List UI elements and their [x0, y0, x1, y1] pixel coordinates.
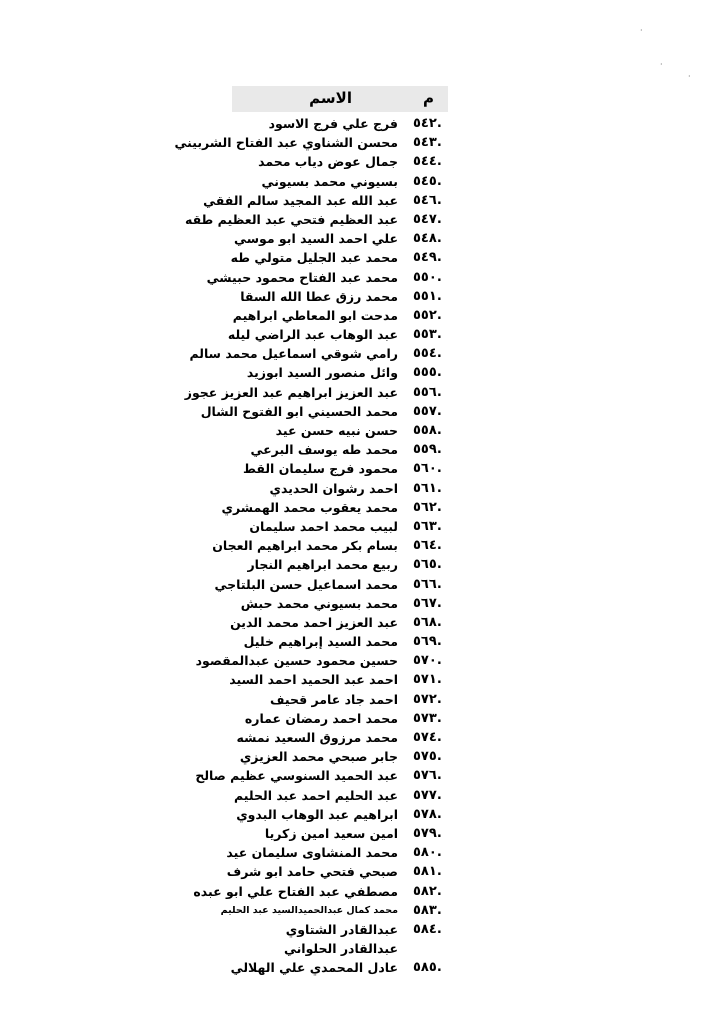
list-item [0, 287, 723, 306]
row-name: جابر صبحي محمد العزيزي [239, 749, 398, 765]
row-name: احمد جاد عامر قحيف [270, 691, 398, 707]
list-item [0, 575, 723, 594]
row-number: ٥٤٣. [413, 135, 442, 151]
row-number: ٥٨٠. [413, 845, 442, 861]
list-item [0, 498, 723, 517]
row-number: ٥٨٣. [413, 902, 442, 918]
list-item [0, 306, 723, 325]
row-name: لبيب محمد احمد سليمان [249, 518, 398, 534]
row-name: فرج علي فرج الاسود [268, 116, 398, 131]
header-number: م [423, 89, 434, 107]
row-name: جمال عوض دياب محمد [258, 154, 398, 170]
row-number: ٥٧٤. [413, 730, 442, 745]
continuation-name: عبدالقادر الحلواني [283, 941, 398, 957]
row-number: ٥٤٨. [413, 231, 442, 247]
row-name: محمد رزق عطا الله السقا [240, 288, 398, 304]
row-name: محمد احمد رمضان عماره [244, 710, 398, 726]
row-number: ٥٥٣. [413, 327, 442, 343]
list-item [0, 268, 723, 287]
row-number: ٥٧٩. [413, 825, 442, 841]
list-item [0, 172, 723, 191]
row-name: صبحي فتحي حامد ابو شرف [226, 864, 398, 880]
list-item [0, 805, 723, 824]
row-number: ٥٥٢. [413, 307, 442, 323]
list-item [0, 459, 723, 478]
list-item [0, 555, 723, 574]
list-item [0, 479, 723, 498]
list-item [0, 152, 723, 171]
row-number: ٥٧٦. [413, 768, 442, 784]
row-name: محمد بسيوني محمد حبش [240, 595, 398, 611]
list-item [0, 114, 723, 133]
list-item [0, 690, 723, 709]
row-name: عبد الحليم احمد عبد الحليم [233, 787, 398, 803]
row-name: بسيوني محمد بسيوني [261, 173, 398, 189]
row-name: محمد الحسيني ابو الفتوح الشال [200, 403, 398, 419]
row-number: ٥٦٠. [413, 461, 442, 477]
row-number: ٥٦٩. [413, 634, 442, 650]
list-item [0, 632, 723, 651]
row-number: ٥٨١. [413, 864, 442, 880]
row-name: محمد كمال عبدالحميدالسيد عبد الحليم [220, 904, 398, 916]
row-number: ٥٥٨. [413, 423, 442, 438]
row-number: ٥٥٠. [413, 269, 442, 285]
list-item [0, 344, 723, 363]
row-name: محمد يعقوب محمد الهمشري [221, 499, 398, 515]
list-item [0, 824, 723, 843]
list-item [0, 402, 723, 421]
names-list [0, 114, 723, 977]
row-name: رامي شوقي اسماعيل محمد سالم [189, 346, 398, 362]
list-item [0, 191, 723, 210]
row-name: عبد الله عبد المجيد سالم الفقي [203, 192, 398, 208]
row-number: ٥٨٤. [413, 921, 442, 937]
row-number: ٥٦٨. [413, 614, 442, 630]
list-item [0, 594, 723, 613]
list-item [0, 229, 723, 248]
row-name: محمود فرج سليمان القط [242, 461, 398, 477]
row-name: احمد عبد الحميد احمد السيد [229, 672, 398, 688]
list-item [0, 248, 723, 267]
row-name: عادل المحمدي علي الهلالي [230, 960, 398, 976]
scan-speck: · [660, 60, 663, 69]
list-item [0, 133, 723, 152]
list-item [0, 651, 723, 670]
row-number: ٥٦٤. [413, 538, 442, 554]
row-name: محمد اسماعيل حسن البلتاجي [214, 576, 398, 592]
list-item [0, 210, 723, 229]
row-name: ربيع محمد ابراهيم النجار [247, 557, 398, 573]
list-item [0, 901, 723, 920]
row-number: ٥٥١. [413, 288, 442, 304]
row-name: محمد مرزوق السعيد نمشه [236, 730, 398, 745]
row-number: ٥٦٦. [413, 576, 442, 592]
row-number: ٥٤٧. [413, 211, 442, 227]
row-number: ٥٨٢. [413, 883, 442, 899]
list-item [0, 920, 723, 939]
row-name: عبدالقادر الشتاوي [285, 921, 398, 937]
row-name: عبد العزيز ابراهيم عبد العزيز عجوز [184, 384, 398, 400]
list-item [0, 766, 723, 785]
row-name: عبد العزيز احمد محمد الدين [230, 614, 398, 630]
list-item [0, 363, 723, 382]
row-number: ٥٧٧. [413, 787, 442, 803]
row-name: عبد العظيم فتحي عبد العظيم طقه [184, 211, 398, 227]
row-name: مصطفي عبد الفتاح علي ابو عبده [193, 883, 398, 899]
row-name: مدحت ابو المعاطي ابراهيم [232, 307, 398, 323]
row-number: ٥٥٥. [413, 365, 442, 381]
table-header [232, 86, 448, 112]
row-name: عبد الوهاب عبد الراضي ليله [227, 327, 398, 343]
row-name: بسام بكر محمد ابراهيم العجان [212, 538, 398, 554]
row-number: ٥٦١. [413, 480, 442, 496]
row-number: ٥٥٩. [413, 442, 442, 458]
row-number: ٥٧٥. [413, 749, 442, 765]
list-item [0, 882, 723, 901]
list-item [0, 843, 723, 862]
row-number: ٥٧٠. [413, 653, 442, 669]
row-name: محمد المنشاوى سليمان عيد [226, 845, 398, 861]
row-number: ٥٦٢. [413, 499, 442, 515]
row-name: حسن نبيه حسن عيد [275, 423, 398, 438]
row-name: محمد عبد الفتاح محمود حبيشي [206, 269, 398, 285]
row-name: محمد السيد إبراهيم خليل [243, 634, 398, 650]
row-name: وائل منصور السيد ابوزيد [246, 365, 398, 381]
row-number: ٥٥٤. [413, 346, 442, 362]
row-number: ٥٦٧. [413, 595, 442, 611]
row-number: ٥٧٣. [413, 710, 442, 726]
row-name: امين سعيد امين زكريا [264, 825, 398, 841]
continuation-line [0, 939, 723, 958]
row-name: احمد رشوان الحديدي [269, 480, 398, 496]
list-item [0, 862, 723, 881]
list-item [0, 747, 723, 766]
row-number: ٥٥٦. [413, 384, 442, 400]
list-item [0, 958, 723, 977]
list-item [0, 613, 723, 632]
row-number: ٥٤٥. [413, 173, 442, 189]
list-item [0, 421, 723, 440]
row-number: ٥٤٩. [413, 250, 442, 266]
list-item [0, 670, 723, 689]
list-item [0, 383, 723, 402]
row-name: ابراهيم عبد الوهاب البدوي [236, 806, 398, 822]
row-name: محمد عبد الجليل متولي طه [230, 250, 398, 266]
row-name: محسن الشناوي عبد الفتاح الشربيني [174, 135, 398, 151]
list-item [0, 728, 723, 747]
scan-speck: · [688, 72, 691, 81]
row-number: ٥٦٥. [413, 557, 442, 573]
row-number: ٥٤٤. [413, 154, 442, 170]
row-number: ٥٧٨. [413, 806, 442, 822]
list-item [0, 517, 723, 536]
row-number: ٥٥٧. [413, 403, 442, 419]
row-number: ٥٧١. [413, 672, 442, 688]
row-number: ٥٤٢. [413, 116, 442, 131]
row-name: محمد طه يوسف البرعي [250, 442, 398, 458]
row-number: ٥٨٥. [413, 960, 442, 976]
row-name: عبد الحميد السنوسي عظيم صالح [195, 768, 398, 784]
list-item [0, 786, 723, 805]
list-item [0, 536, 723, 555]
scan-speck: · [640, 26, 643, 35]
row-number: ٥٧٢. [413, 691, 442, 707]
list-item [0, 709, 723, 728]
list-item [0, 440, 723, 459]
row-number: ٥٦٣. [413, 518, 442, 534]
header-name: الاسم [309, 89, 352, 107]
row-name: حسين محمود حسين عبدالمقصود [195, 653, 398, 669]
list-item [0, 325, 723, 344]
row-number: ٥٤٦. [413, 192, 442, 208]
row-name: علي احمد السيد ابو موسي [234, 231, 398, 247]
